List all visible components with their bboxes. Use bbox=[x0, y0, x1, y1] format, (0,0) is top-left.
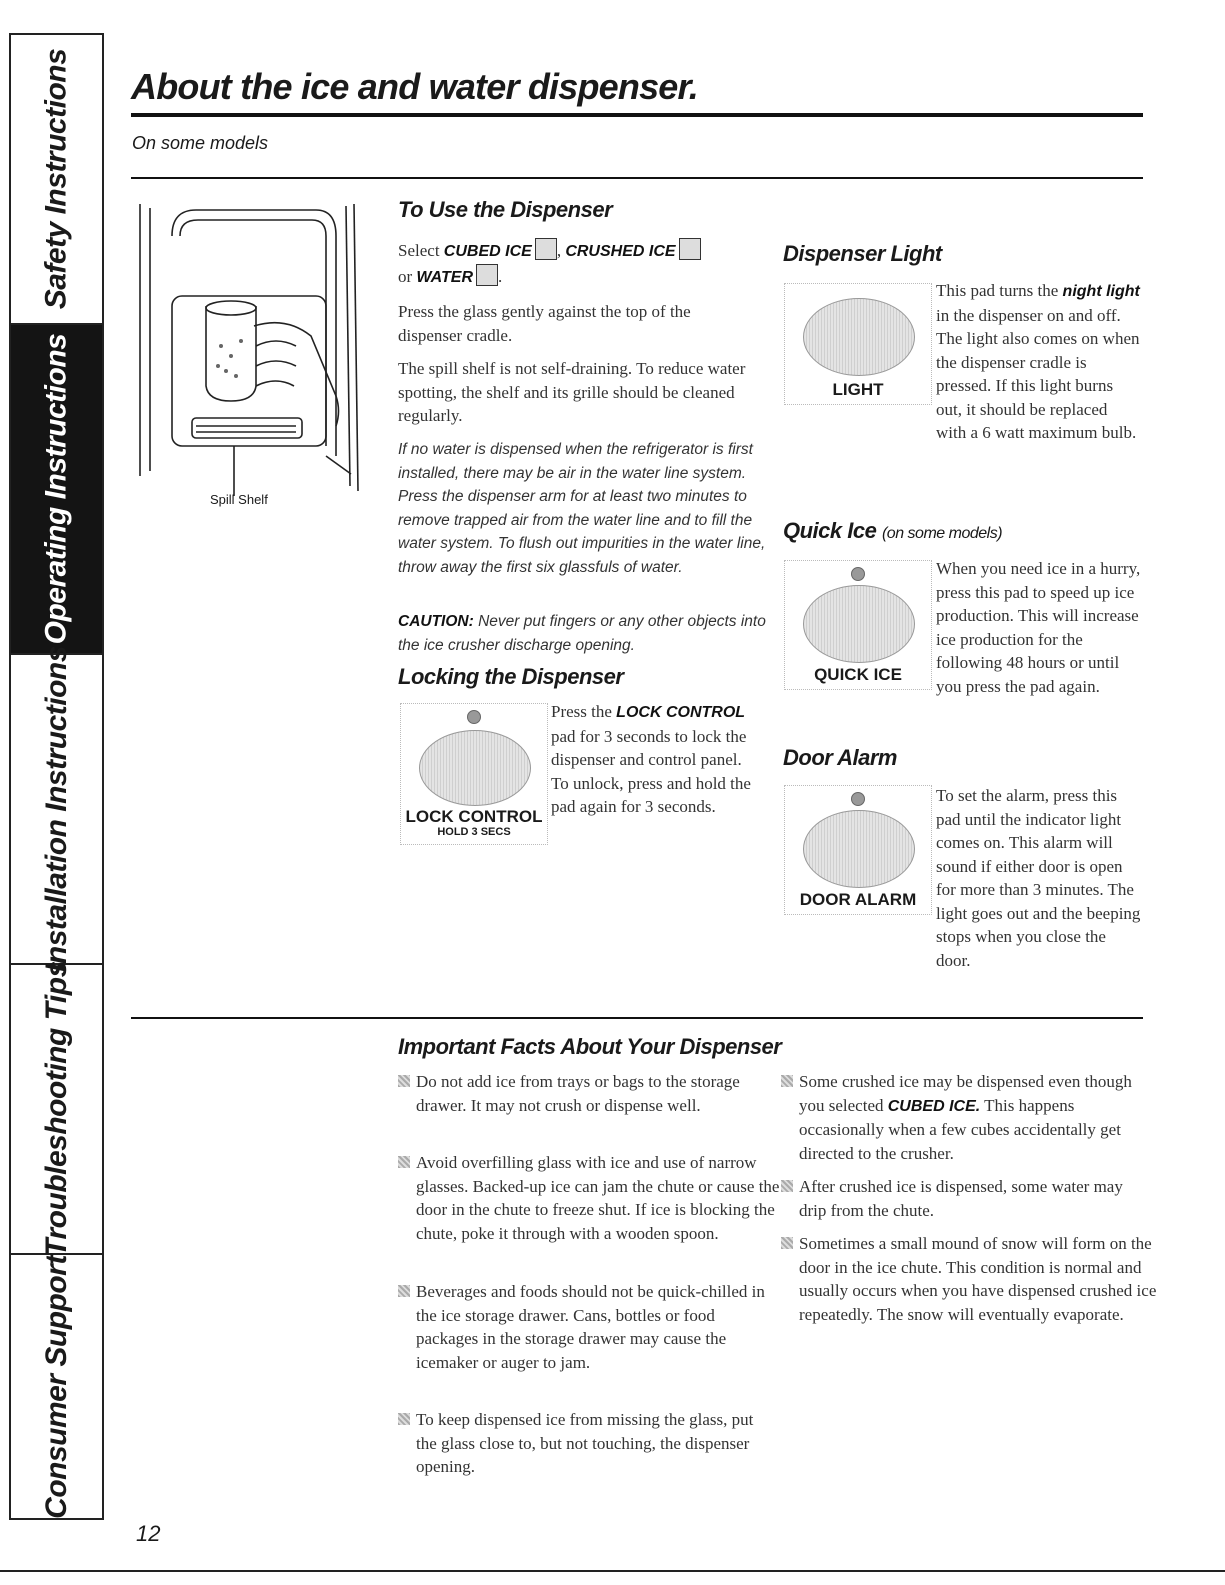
heading-locking-dispenser: Locking the Dispenser bbox=[398, 664, 624, 689]
caution-body: Never put fingers or any other objects into the ice crusher discharge opening. bbox=[398, 613, 766, 654]
bullet-icon bbox=[781, 1075, 793, 1087]
tab-label: Safety Instructions bbox=[39, 48, 73, 310]
page-subtitle: On some models bbox=[132, 133, 269, 153]
heading-to-use-dispenser: To Use the Dispenser bbox=[398, 197, 613, 222]
light-label: LIGHT bbox=[832, 380, 884, 399]
tab-installation-instructions[interactable] bbox=[11, 646, 102, 972]
quick-ice-title: Quick Ice bbox=[783, 518, 877, 543]
tab-label: Troubleshooting Tips bbox=[39, 961, 73, 1257]
quick-ice-pad[interactable] bbox=[784, 560, 932, 690]
door-alarm-text: To set the alarm, press this pad until the indicator light comes on. This alarm will sound if either door is open for more than 3 minutes. The light goes out and the beeping stops when you close the door. bbox=[936, 786, 1141, 970]
water-icon bbox=[476, 264, 498, 286]
indicator-light-icon bbox=[467, 710, 481, 724]
section-rule-bottom bbox=[131, 1017, 1143, 1019]
light-text-after: in the dispenser on and off. The light also comes on when the dispenser cradle is pressed. If this light burns out, it should be replaced with a 6 watt maximum bulb. bbox=[936, 305, 1140, 442]
caution-label: CAUTION: bbox=[398, 613, 474, 630]
lock-text-after: pad for 3 seconds to lock the dispenser and control panel. To unlock, press and hold the pad again for 3 seconds. bbox=[551, 726, 751, 816]
bullet-icon bbox=[398, 1156, 410, 1168]
spill-shelf-text: The spill shelf is not self-draining. To reduce water spotting, the shelf and its grille should be cleaned regularly. bbox=[398, 359, 746, 425]
quick-ice-note: (on some models) bbox=[881, 525, 1003, 542]
spill-shelf-caption: Spill Shelf bbox=[210, 492, 268, 507]
side-tab-strip bbox=[9, 33, 104, 1520]
bullet-icon bbox=[398, 1413, 410, 1425]
lock-control-text bbox=[551, 700, 761, 819]
tab-safety-instructions[interactable] bbox=[11, 35, 102, 325]
select-instruction bbox=[398, 238, 763, 289]
tab-label: Installation Instructions bbox=[39, 646, 73, 972]
fact-item bbox=[781, 1070, 1159, 1165]
lock-text-before: Press the bbox=[551, 702, 612, 721]
bullet-icon bbox=[398, 1075, 410, 1087]
fact-text: To keep dispensed ice from missing the glass, put the glass close to, but not touching, the dispenser opening. bbox=[416, 1410, 754, 1476]
caution-text bbox=[398, 610, 768, 657]
tab-label: Consumer Support bbox=[39, 1254, 73, 1519]
dispenser-light-text bbox=[936, 279, 1141, 445]
tab-label: Operating Instructions bbox=[39, 333, 73, 645]
door-alarm-pad[interactable] bbox=[784, 785, 932, 915]
fact-text-before: Some crushed ice may be dispensed even though you selected bbox=[799, 1072, 1132, 1115]
night-light-keyword: night light bbox=[1062, 283, 1140, 300]
tab-operating-instructions[interactable] bbox=[11, 325, 102, 655]
heading-door-alarm: Door Alarm bbox=[783, 745, 897, 770]
fact-text: Avoid overfilling glass with ice and use of narrow glasses. Backed-up ice can jam the chute or cause the door in the chute to freeze shut. If ice is blocking the chute, poke it through with a wooden spoon. bbox=[416, 1153, 780, 1243]
fact-text: Sometimes a small mound of snow will form on the door in the ice chute. This condition is normal and usually occurs when you have dispensed crushed ice repeatedly. The snow will eventually evaporate. bbox=[799, 1234, 1157, 1324]
section-rule-top bbox=[131, 177, 1143, 179]
select-prefix: Select bbox=[398, 241, 440, 260]
crushed-ice-icon bbox=[679, 238, 701, 260]
fact-text: After crushed ice is dispensed, some water may drip from the chute. bbox=[799, 1177, 1123, 1220]
cubed-ice-keyword: CUBED ICE. bbox=[887, 1097, 981, 1115]
quick-ice-text: When you need ice in a hurry, press this pad to speed up ice production. This will increase ice production for the following 48 hours or until you press the pad again. bbox=[936, 559, 1141, 696]
fact-item bbox=[398, 1151, 781, 1245]
tab-consumer-support[interactable] bbox=[11, 1255, 102, 1518]
heading-dispenser-light: Dispenser Light bbox=[783, 241, 942, 266]
press-glass-text: Press the glass gently against the top of the dispenser cradle. bbox=[398, 302, 691, 345]
lock-control-keyword: LOCK CONTROL bbox=[616, 704, 746, 721]
comma: , bbox=[556, 241, 562, 260]
title-rule bbox=[131, 113, 1143, 117]
bullet-icon bbox=[781, 1180, 793, 1192]
fact-text: Beverages and foods should not be quick-chilled in the ice storage drawer. Cans, bottles or food packages in the storage drawer may cause the icemaker or auger to jam. bbox=[416, 1282, 765, 1372]
fact-item bbox=[781, 1232, 1159, 1326]
quick-ice-label: QUICK ICE bbox=[814, 665, 902, 684]
lock-control-pad[interactable] bbox=[400, 703, 548, 845]
cubed-ice-icon bbox=[535, 238, 557, 260]
fact-item bbox=[398, 1280, 776, 1374]
bullet-icon bbox=[781, 1237, 793, 1249]
hold-3-secs-label: HOLD 3 SECS bbox=[437, 826, 511, 838]
bottom-rule bbox=[0, 1570, 1225, 1572]
period: . bbox=[498, 266, 503, 286]
fact-item bbox=[398, 1408, 761, 1479]
heading-important-facts: Important Facts About Your Dispenser bbox=[398, 1034, 782, 1059]
water-keyword: WATER bbox=[416, 268, 474, 286]
light-text-before: This pad turns the bbox=[936, 281, 1059, 300]
fact-item bbox=[398, 1070, 766, 1117]
tab-troubleshooting-tips[interactable] bbox=[11, 961, 102, 1257]
fact-item bbox=[781, 1175, 1144, 1222]
or-word: or bbox=[398, 266, 413, 286]
cubed-ice-keyword: CUBED ICE bbox=[443, 243, 532, 260]
indicator-light-icon bbox=[851, 567, 865, 581]
fact-text-after: This happens occasionally when a few cubes accidentally get directed to the crusher. bbox=[799, 1095, 1121, 1163]
page-title: About the ice and water dispenser. bbox=[131, 66, 698, 107]
lock-control-label: LOCK CONTROL bbox=[405, 807, 543, 826]
fan-icon bbox=[803, 585, 915, 663]
heading-quick-ice bbox=[783, 518, 1002, 544]
bullet-icon bbox=[398, 1285, 410, 1297]
fact-text: Do not add ice from trays or bags to the storage drawer. It may not crush or dispense well. bbox=[416, 1072, 740, 1115]
crushed-ice-keyword: CRUSHED ICE bbox=[565, 243, 676, 260]
lock-icon bbox=[419, 730, 531, 806]
light-pad[interactable] bbox=[784, 283, 932, 405]
page-number: 12 bbox=[136, 1521, 161, 1546]
light-bulb-icon bbox=[803, 298, 915, 376]
door-alarm-label: DOOR ALARM bbox=[799, 890, 917, 909]
speaker-icon bbox=[803, 810, 915, 888]
dispenser-illustration bbox=[136, 196, 366, 496]
indicator-light-icon bbox=[851, 792, 865, 806]
no-water-note: If no water is dispensed when the refrigerator is first installed, there may be air in the water line system. Press the dispenser arm for at least two minutes to remove trapped air from the water line and to fill the water system. To flush out impurities in the water line, throw away the first six glassfuls of water. bbox=[398, 441, 766, 576]
